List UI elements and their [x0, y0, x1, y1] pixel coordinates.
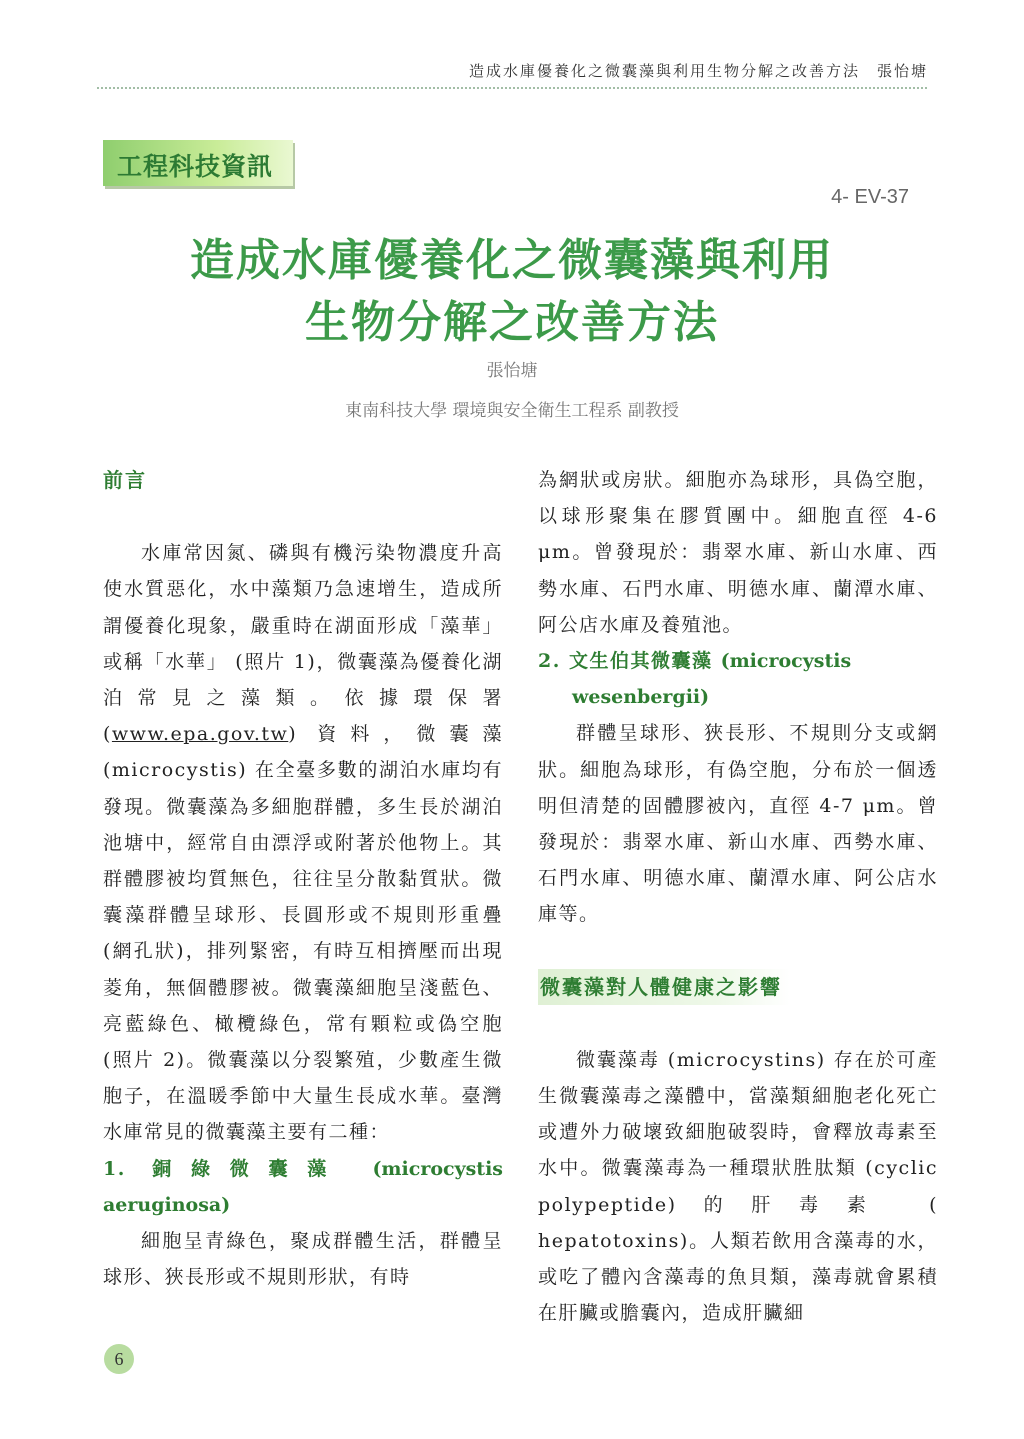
intro-text-2: ) 資料，微囊藻 (microcystis) 在全臺多數的湖泊水庫均有發現。微囊藻為多細胞群體，多生長於湖泊池塘中，經常自由漂浮或附著於他物上。其群體膠被均質無色，往往呈分散黏質狀。微囊藻群體呈球形、長圓形或不規則形重疊 (網孔狀)，排列緊密，有時互相擠壓而出現菱角，無個體膠被。微囊藻細胞呈淺藍色、亮藍綠色、橄欖綠色，常有顆粒或偽空胞 (照片 2)。微囊藻以分裂繁殖，少數產生微胞子，在溫暖季節中大量生長成水華。臺灣水庫常見的微囊藻主要有二種：	[103, 723, 503, 1144]
subheading-wesenbergii-latin-2: wesenbergii)	[572, 686, 710, 709]
subheading-wesenbergii-cn: 2. 文生伯其微囊藻	[538, 650, 713, 673]
article-title-line-2: 生物分解之改善方法	[305, 297, 719, 348]
header-dotted-rule	[96, 86, 928, 91]
section-tag-label: 工程科技資訊	[117, 152, 274, 181]
section-tag	[103, 140, 293, 186]
author-affiliation: 東南科技大學 環境與安全衛生工程系 副教授	[345, 401, 679, 421]
subheading-aeruginosa	[103, 1151, 503, 1223]
aeruginosa-paragraph: 細胞呈青綠色，聚成群體生活，群體呈球形、狹長形或不規則形狀，有時	[103, 1230, 503, 1289]
document-code: 4- EV-37	[831, 186, 909, 208]
subheading-wesenbergii-line-2	[538, 679, 938, 715]
intro-text-1: 水庫常因氮、磷與有機污染物濃度升高使水質惡化，水中藻類乃急速增生，造成所謂優養化現象，嚴重時在湖面形成「藻華」或稱「水華」 (照片 1)，微囊藻為優養化湖泊常見之藻類。依據環保署(	[103, 542, 503, 746]
health-heading-text: 微囊藻對人體健康之影響	[538, 969, 790, 1005]
intro-paragraph	[103, 535, 503, 1150]
aeruginosa-paragraph-cont: 為網狀或房狀。細胞亦為球形，具偽空胞，以球形聚集在膠質團中。細胞直徑 4-6 μm。曾發現於：翡翠水庫、新山水庫、西勢水庫、石門水庫、明德水庫、蘭潭水庫、阿公店水庫及養殖池。	[538, 469, 938, 636]
right-column	[538, 462, 938, 1331]
running-header: 造成水庫優養化之微囊藻與利用生物分解之改善方法 張怡塘	[468, 62, 928, 80]
article-title-line-1: 造成水庫優養化之微囊藻與利用	[190, 235, 834, 286]
wesenbergii-paragraph: 群體呈球形、狹長形、不規則分支或網狀。細胞為球形，有偽空胞，分布於一個透明但清楚的固體膠被內，直徑 4-7 μm。曾發現於：翡翠水庫、新山水庫、西勢水庫、石門水庫、明德水庫、蘭潭水庫、阿公店水庫等。	[538, 722, 938, 926]
subheading-aeruginosa-cn: 1. 銅綠微囊藻	[103, 1157, 347, 1180]
health-heading	[538, 969, 938, 1006]
health-paragraph: 微囊藻毒 (microcystins) 存在於可產生微囊藻毒之藻體中，當藻類細胞老化死亡或遭外力破壞致細胞破裂時，會釋放毒素至水中。微囊藻毒為一種環狀胜肽類 (cyclic polypeptide)的肝毒素 ( hepatotoxins)。人類若飲用含藻毒的水，或吃了體內含藻毒的魚貝類，藻毒就會累積在肝臟或膽囊內，造成肝臟細	[538, 1048, 938, 1325]
intro-heading-text: 前言	[103, 468, 147, 492]
subheading-wesenbergii-latin-1: (microcystis	[720, 650, 852, 673]
epa-link[interactable]: www.epa.gov.tw	[111, 723, 289, 746]
author-name: 張怡塘	[486, 361, 538, 381]
subheading-wesenbergii	[538, 643, 938, 679]
intro-heading	[103, 462, 503, 499]
left-column	[103, 462, 503, 1295]
page-number: 6	[104, 1344, 134, 1374]
subheading-aeruginosa-latin: (microcystis aeruginosa)	[103, 1157, 503, 1216]
